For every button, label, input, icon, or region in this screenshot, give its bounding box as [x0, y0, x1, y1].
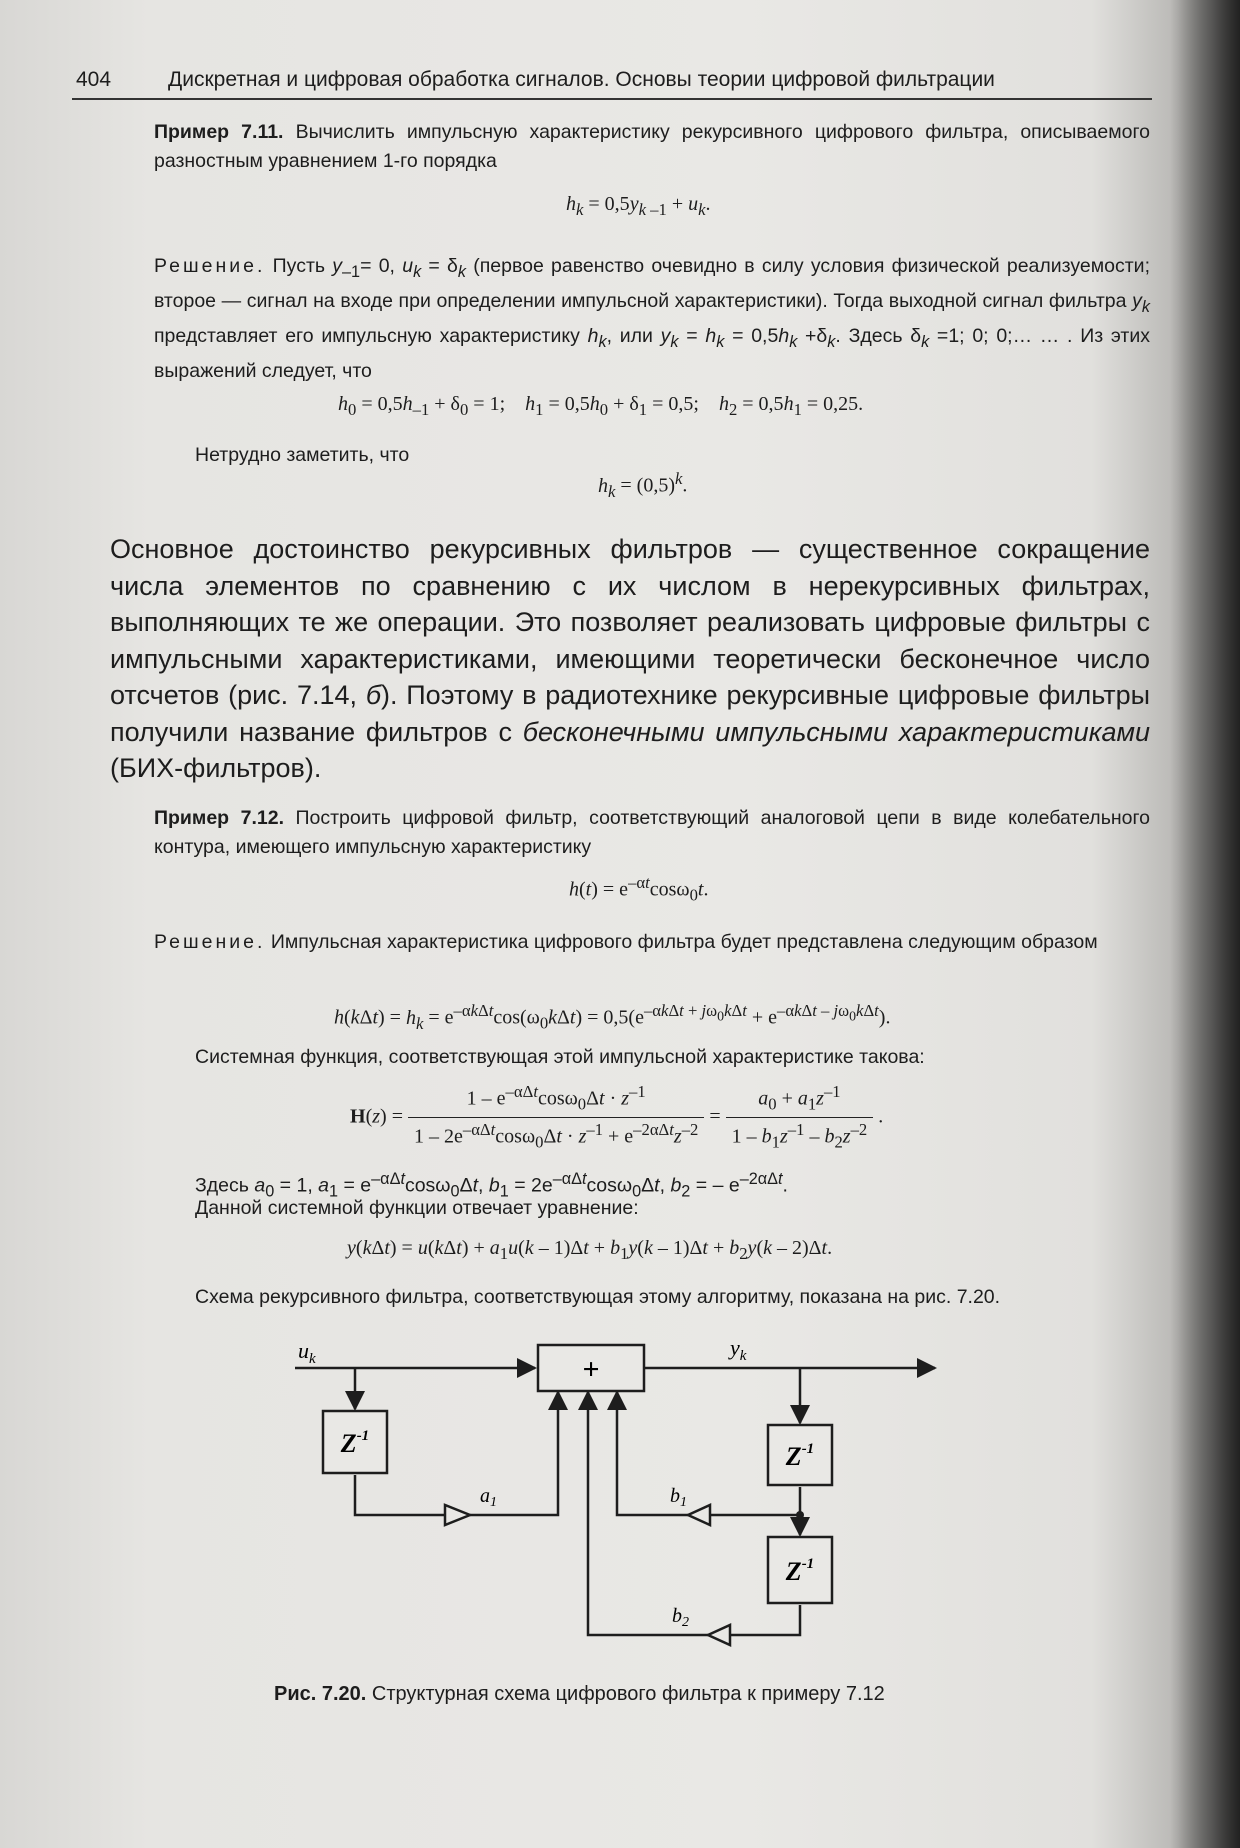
fraction-2: $\frac{a_0 + a_1z^{-1}}{1 - b_1z^{-1} - b_2z^{-2}}$: [726, 1082, 874, 1152]
b2-label: $b_2$: [672, 1605, 689, 1630]
example-task-text: Построить цифровой фильтр, соответствующий аналоговой цепи в виде колебательного контура, имеющего импульсную характеристику: [154, 807, 1150, 858]
paragraph-text-2: ). Поэтому в радиотехнике рекурсивные цифровые фильтры получили название фильтров с: [110, 680, 1150, 747]
solution-label: Решение.: [154, 931, 266, 953]
equation-h-values: $h_0 = 0,5h_{-1} + \delta_0 = 1$; $h_1 = 0,5h_0 + \delta_1 = 0,5$; $h_2 = 0,5h_1 = 0,25$.: [338, 393, 864, 419]
system-function-intro: Системная функция, соответствующая этой импульсной характеристике такова:: [195, 1046, 925, 1068]
main-paragraph: [110, 531, 1150, 787]
paragraph-italic-term: бесконечными импульсными характеристиками: [522, 716, 1150, 747]
solution-text: Импульсная характеристика цифрового фильтра будет представлена следующим образом: [270, 931, 1098, 953]
equation-h-t: $h(t) = e^{-\alpha t}\cos\omega_0t$.: [569, 873, 709, 905]
input-label: $u_k$: [298, 1338, 316, 1367]
equation-difference: $y(k\Delta t) = u(k\Delta t) + a_1u(k - 1)\Delta t + b_1y(k - 1)\Delta t + b_2y(k - 2)\Delta t$.: [347, 1237, 833, 1263]
delay-label: $Z^{-1}$: [785, 1556, 815, 1586]
paragraph-text-1: Основное достоинство рекурсивных фильтров — существенное сокращение числа элементов по сравнению с их числом в нерекурсивных фильтрах, выполняющих те же операции. Это позволяет реализовать цифровые фильтры с импульсными характеристиками, имеющими теоретически бесконечное число отсчетов (рис. 7.14,: [110, 534, 1150, 710]
fraction-1: $\frac{1 - e^{-\alpha\Delta t}\cos\omega_0\Delta t \cdot z^{-1}}{1 - 2e^{-\alpha\Delta t}\cos\omega_0\Delta t \cdot z^{-1} + e^{-2\alpha\Delta t}z^{-2}}$: [408, 1082, 704, 1152]
example-title: Пример 7.11.: [154, 121, 284, 143]
delay1-out-line: [355, 1475, 445, 1515]
gain-a1-triangle: [445, 1505, 470, 1525]
coefficients-line: Здесь $a_0 = 1$, $a_1 = e^{-\alpha\Delta t}\cos\omega_0\Delta t$, $b_1 = 2e^{-\alpha\Delta t}\cos\omega_0\Delta t$, $b_2$ = – $e^{-2\alpha\Delta t}$.: [195, 1170, 788, 1201]
equation-intro: Данной системной функции отвечает уравнение:: [195, 1197, 639, 1219]
equation-system-function: H(z) = $\frac{1 - e^{-\alpha\Delta t}\cos\omega_0\Delta t \cdot z^{-1}}{1 - 2e^{-\alpha\Delta t}\cos\omega_0\Delta t \cdot z^{-1} + e^{-2\alpha\Delta t}z^{-2}}$ = $\frac{a_0 + a_1z^{-1}}{1 - b_1z^{-1} - b_2z^{-2}}$ .: [350, 1082, 884, 1152]
example-title: Пример 7.12.: [154, 807, 284, 829]
example-7-11-solution: Решение. Пусть $y_{-1}= 0$, $u_k = \delta_k$ (первое равенство очевидно в силу условия физической реализуемости; второе — сигнал на входе при определении импульсной характеристики). Тогда выходной сигнал фильтра $y_k$ представляет его импульсную характеристику $h_k$, или $y_k = h_k = 0,5h_k +\delta_k$. Здесь $\delta_k =1$; 0; 0;… … . Из этих выражений следует, что: [154, 255, 1150, 382]
example-7-11-task: Пример 7.11. Вычислить импульсную характеристику рекурсивного цифрового фильтра, описываемого разностным уравнением 1-го порядка: [154, 121, 1150, 172]
delay-label: $Z^{-1}$: [785, 1441, 815, 1471]
running-title: Дискретная и цифровая обработка сигналов. Основы теории цифровой фильтрации: [168, 68, 995, 91]
gain-b1-triangle: [688, 1505, 710, 1525]
a1-label: $a_1$: [480, 1485, 497, 1510]
note-text: Нетрудно заметить, что: [195, 444, 410, 466]
page-number: 404: [76, 68, 112, 91]
scheme-intro: Схема рекурсивного фильтра, соответствующая этому алгоритму, показана на рис. 7.20.: [195, 1286, 1001, 1308]
junction-dot: [796, 1511, 804, 1519]
example-7-12-task: [154, 804, 1150, 862]
b1-label: $b_1$: [670, 1485, 687, 1510]
equation-h-kdt: $h(k\Delta t) = h_k = e^{-\alpha k\Delta t}\cos(\omega_0k\Delta t) = 0,5(e^{-\alpha k\Delta t + j\omega_0k\Delta t} + e^{-\alpha k\Delta t - j\omega_0k\Delta t})$.: [334, 1001, 891, 1033]
delay3-out-line: [730, 1605, 800, 1635]
caption-label: Рис. 7.20.: [274, 1683, 367, 1705]
equation-hk-result: $h_k = (0,5)^k$.: [598, 469, 688, 501]
caption-text: Структурная схема цифрового фильтра к примеру 7.12: [371, 1683, 885, 1705]
running-header: [72, 58, 1152, 100]
equation-hk: $h_k = 0,5y_{k -1} + u_k$.: [566, 193, 711, 219]
paragraph-fig-letter: б: [365, 680, 381, 710]
example-7-12-solution: [154, 928, 1150, 957]
gain-b2-triangle: [708, 1625, 730, 1645]
solution-label: Решение.: [154, 255, 266, 277]
output-label: $y_k$: [730, 1335, 747, 1364]
adder-symbol: +: [582, 1353, 600, 1386]
filter-block-diagram: [290, 1335, 970, 1665]
delay-label: $Z^{-1}$: [340, 1428, 370, 1458]
paragraph-text-3: (БИХ-фильтров).: [110, 753, 322, 783]
figure-caption: [274, 1683, 885, 1706]
